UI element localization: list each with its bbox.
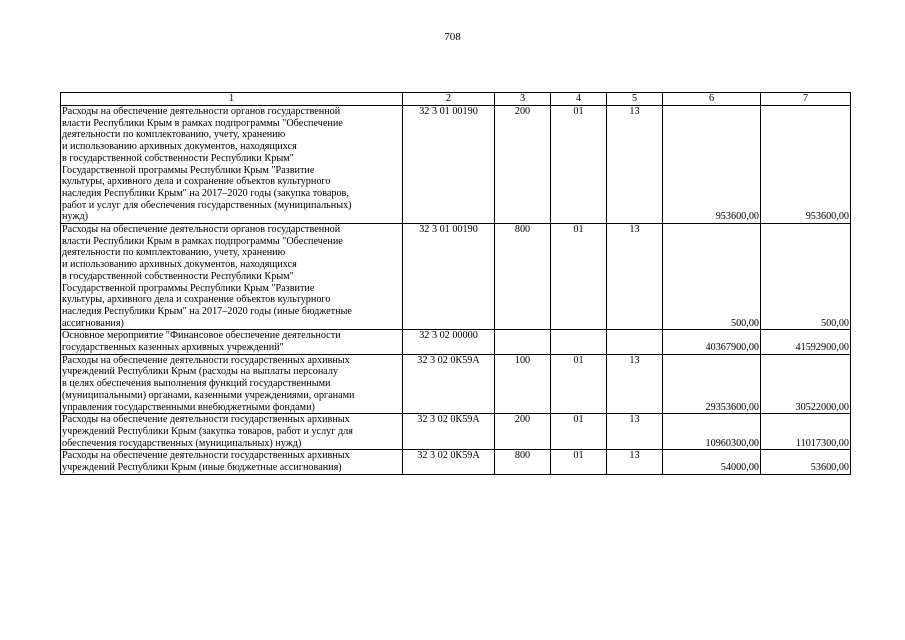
description-line: власти Республики Крым в рамках подпрограммы "Обеспечение <box>62 117 343 129</box>
description-line: наследия Республики Крым" на 2017–2020 годы (закупка товаров, <box>62 187 349 199</box>
section-cell: 01 <box>551 414 607 450</box>
description-line: деятельности по комплектованию, учету, хранению <box>62 129 286 141</box>
budget-table <box>60 92 851 475</box>
description-line: Государственной программы Республики Крым "Развитие <box>62 164 315 176</box>
table-header-row <box>61 93 851 106</box>
description-line: и использованию архивных документов, находящихся <box>62 141 297 153</box>
description-line: культуры, архивного дела и сохранение объектов культурного <box>62 176 331 188</box>
description-line: Расходы на обеспечение деятельности органов государственной <box>62 106 341 117</box>
description-line: наследия Республики Крым" на 2017–2020 годы (иные бюджетные <box>62 305 352 317</box>
column-header: 6 <box>663 93 761 106</box>
table-row <box>61 414 851 450</box>
column-header: 1 <box>61 93 403 106</box>
section-cell: 01 <box>551 224 607 330</box>
section-cell: 01 <box>551 354 607 414</box>
description-line: Расходы на обеспечение деятельности государственных архивных <box>62 414 350 426</box>
expense-description <box>61 354 403 414</box>
amount-year2-cell: 500,00 <box>761 224 851 330</box>
description-line: Расходы на обеспечение деятельности государственных архивных <box>62 450 350 462</box>
description-line: культуры, архивного дела и сохранение объектов культурного <box>62 294 331 306</box>
budget-code-cell: 32 3 02 0К59А <box>403 354 495 414</box>
amount-year1-cell: 500,00 <box>663 224 761 330</box>
section-cell: 01 <box>551 106 607 224</box>
expense-type-cell: 100 <box>495 354 551 414</box>
description-line: Расходы на обеспечение деятельности органов государственной <box>62 224 341 236</box>
description-line: Основное мероприятие "Финансовое обеспечение деятельности <box>62 330 341 342</box>
table-row <box>61 354 851 414</box>
table-row <box>61 330 851 354</box>
description-line: деятельности по комплектованию, учету, хранению <box>62 247 286 259</box>
page-number: 708 <box>444 31 461 43</box>
expense-type-cell: 200 <box>495 106 551 224</box>
description-line: государственных казенных архивных учреждений" <box>62 342 284 354</box>
amount-year2-cell: 11017300,00 <box>761 414 851 450</box>
table-row <box>61 106 851 224</box>
expense-description <box>61 414 403 450</box>
budget-code-cell: 32 3 01 00190 <box>403 224 495 330</box>
expense-description <box>61 106 403 224</box>
column-header: 3 <box>495 93 551 106</box>
amount-year1-cell: 54000,00 <box>663 450 761 474</box>
description-line: в целях обеспечения выполнения функций государственными <box>62 378 331 390</box>
amount-year2-cell: 953600,00 <box>761 106 851 224</box>
budget-code-cell: 32 3 02 00000 <box>403 330 495 354</box>
description-line: в государственной собственности Республики Крым" <box>62 270 294 282</box>
description-line: Государственной программы Республики Крым "Развитие <box>62 282 315 294</box>
amount-year1-cell: 40367900,00 <box>663 330 761 354</box>
expense-type-cell: 800 <box>495 450 551 474</box>
expense-description <box>61 224 403 330</box>
description-line: Расходы на обеспечение деятельности государственных архивных <box>62 354 350 366</box>
budget-code-cell: 32 3 02 0К59А <box>403 414 495 450</box>
description-line: учреждений Республики Крым (расходы на выплаты персоналу <box>62 366 339 378</box>
budget-code-cell: 32 3 01 00190 <box>403 106 495 224</box>
expense-type-cell <box>495 330 551 354</box>
description-line: ассигнования) <box>62 317 124 329</box>
description-line: власти Республики Крым в рамках подпрограммы "Обеспечение <box>62 235 343 247</box>
subsection-cell: 13 <box>607 106 663 224</box>
column-header: 7 <box>761 93 851 106</box>
subsection-cell: 13 <box>607 224 663 330</box>
expense-description <box>61 450 403 474</box>
amount-year2-cell: 41592900,00 <box>761 330 851 354</box>
subsection-cell: 13 <box>607 354 663 414</box>
expense-type-cell: 200 <box>495 414 551 450</box>
table-row <box>61 450 851 474</box>
column-header: 4 <box>551 93 607 106</box>
amount-year1-cell: 10960300,00 <box>663 414 761 450</box>
description-line: в государственной собственности Республики Крым" <box>62 152 294 164</box>
subsection-cell <box>607 330 663 354</box>
amount-year2-cell: 53600,00 <box>761 450 851 474</box>
subsection-cell: 13 <box>607 450 663 474</box>
description-line: управления государственными внебюджетными фондами) <box>62 401 315 413</box>
column-header: 5 <box>607 93 663 106</box>
table-row <box>61 224 851 330</box>
description-line: обеспечения государственных (муниципальных) нужд) <box>62 437 302 449</box>
column-header: 2 <box>403 93 495 106</box>
description-line: и использованию архивных документов, находящихся <box>62 259 297 271</box>
section-cell <box>551 330 607 354</box>
expense-type-cell: 800 <box>495 224 551 330</box>
description-line: учреждений Республики Крым (иные бюджетные ассигнования) <box>62 462 342 474</box>
amount-year1-cell: 29353600,00 <box>663 354 761 414</box>
budget-code-cell: 32 3 02 0К59А <box>403 450 495 474</box>
description-line: учреждений Республики Крым (закупка товаров, работ и услуг для <box>62 425 353 437</box>
description-line: работ и услуг для обеспечения государственных (муниципальных) <box>62 199 352 211</box>
subsection-cell: 13 <box>607 414 663 450</box>
amount-year2-cell: 30522000,00 <box>761 354 851 414</box>
description-line: (муниципальными) органами, казенными учреждениями, органами <box>62 389 355 401</box>
section-cell: 01 <box>551 450 607 474</box>
description-line: нужд) <box>62 211 89 223</box>
amount-year1-cell: 953600,00 <box>663 106 761 224</box>
expense-description <box>61 330 403 354</box>
